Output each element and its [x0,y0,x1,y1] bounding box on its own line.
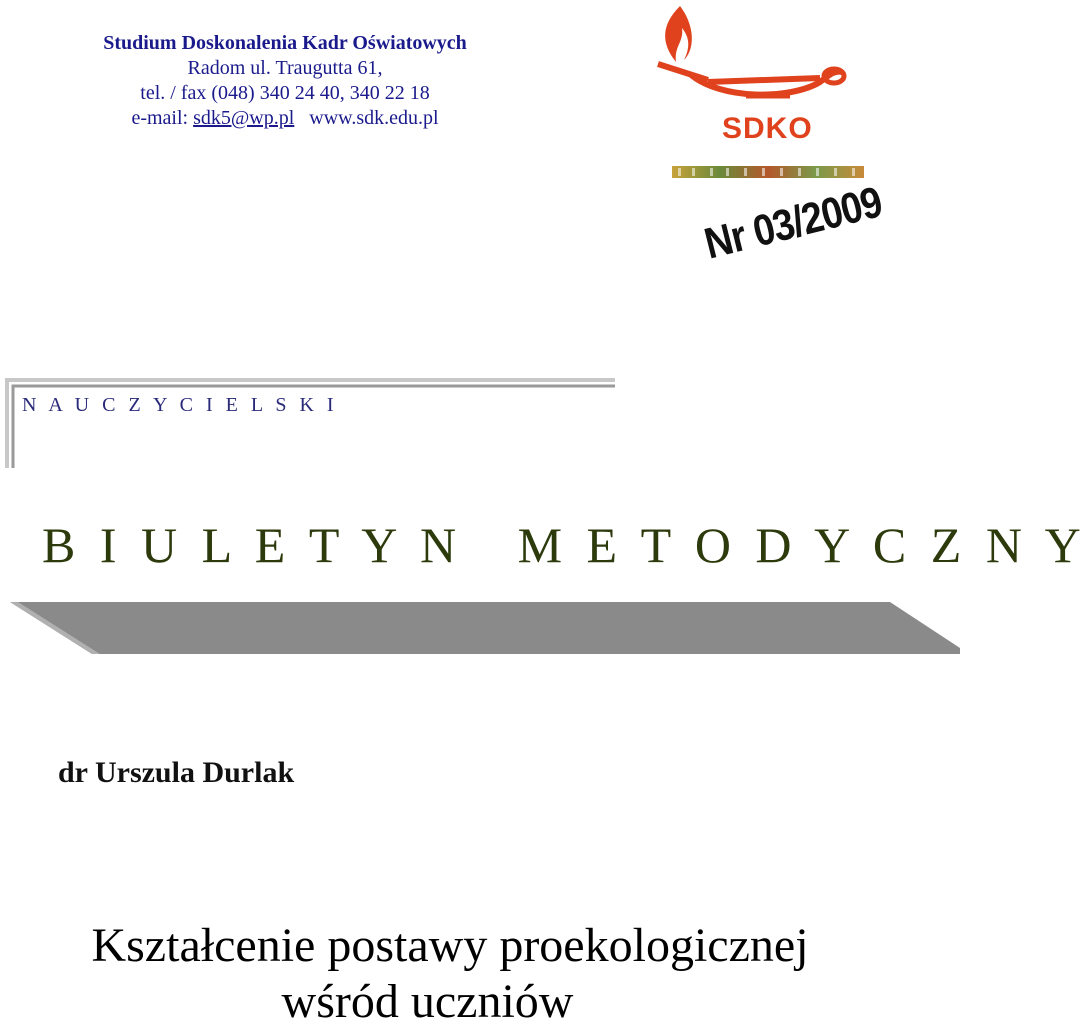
decorative-strip [672,166,864,178]
contact-row [50,106,520,131]
subtitle: N A U C Z Y C I E L S K I [22,394,338,416]
subtitle-frame [5,378,617,470]
decorative-band [0,602,960,654]
logo-text: SDKO [722,112,813,145]
issue-number: Nr 03/2009 [700,178,887,269]
bulletin-title: B I U L E T Y N M E T O D Y C Z N Y [42,517,1087,573]
topic-title [0,918,900,1030]
institution-name: Studium Doskonalenia Kadr Oświatowych [103,32,467,54]
website-text: www.sdk.edu.pl [309,107,439,129]
oil-lamp-logo-icon [650,2,870,182]
institution-header [50,30,520,131]
email-link[interactable]: sdk5@wp.pl [193,107,295,129]
author-name: dr Urszula Durlak [58,756,295,789]
institution-phone: tel. / fax (048) 340 24 40, 340 22 18 [140,82,430,104]
institution-address: Radom ul. Traugutta 61, [187,57,383,79]
email-label: e-mail: [131,107,189,129]
topic-line-2: wśród uczniów [281,975,574,1028]
topic-line-1: Kształcenie postawy proekologicznej [91,919,809,972]
